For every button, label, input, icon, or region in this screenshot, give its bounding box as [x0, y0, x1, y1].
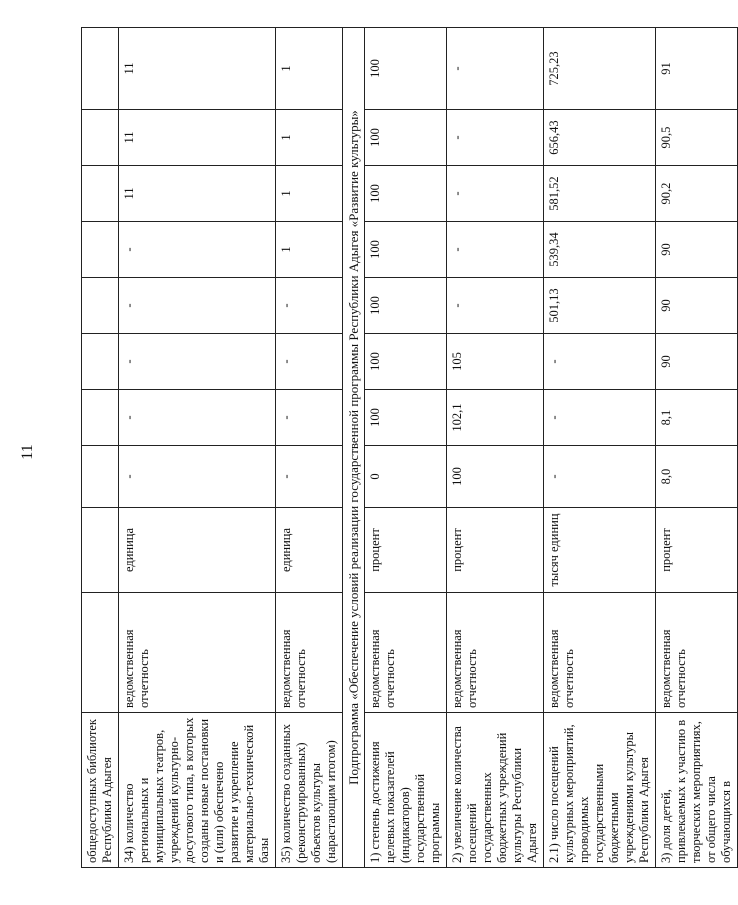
value-cell: 105: [447, 334, 544, 390]
source-cell: ведомственная отчетность: [119, 593, 276, 713]
value-cell: 100: [365, 166, 447, 222]
source-cell: ведомственная отчетность: [276, 593, 343, 713]
value-cell: 100: [365, 28, 447, 110]
value-cell: -: [119, 334, 276, 390]
indicator-cell: 1) степень достижения целевых показателей (индикаторов) государственной программы: [365, 713, 447, 868]
indicator-cell: 35) количество созданных (реконструированных) объектов культуры (нарастающим итогом): [276, 713, 343, 868]
indicator-cell: 34) количество региональных и муниципальных театров, учреждений культурно-досугового типа, в которых созданы новые постановки и (или) обеспечено развитие и укрепление материально-технической базы: [119, 713, 276, 868]
table-row: [656, 28, 738, 868]
value-cell: -: [119, 446, 276, 508]
value-cell: -: [119, 222, 276, 278]
value-cell: -: [544, 334, 656, 390]
value-cell: -: [276, 390, 343, 446]
value-cell: 100: [365, 334, 447, 390]
value-cell: 581,52: [544, 166, 656, 222]
value-cell: 100: [365, 222, 447, 278]
value-cell: 11: [119, 28, 276, 110]
source-cell: [82, 593, 119, 713]
value-cell: 91: [656, 28, 738, 110]
value-cell: 102,1: [447, 390, 544, 446]
source-cell: ведомственная отчетность: [544, 593, 656, 713]
value-cell: 1: [276, 28, 343, 110]
subprogram-title: Подпрограмма «Обеспечение условий реализации государственной программы Республики Адыгея «Развитие культуры»: [343, 28, 365, 868]
value-cell: -: [447, 278, 544, 334]
value-cell: [82, 446, 119, 508]
value-cell: 11: [119, 166, 276, 222]
value-cell: 725,23: [544, 28, 656, 110]
value-cell: [82, 390, 119, 446]
value-cell: -: [544, 446, 656, 508]
page-number: 11: [19, 444, 36, 460]
value-cell: 656,43: [544, 110, 656, 166]
unit-cell: единица: [119, 508, 276, 593]
value-cell: [82, 334, 119, 390]
indicators-table: [81, 27, 738, 868]
unit-cell: процент: [447, 508, 544, 593]
unit-cell: тысяч единиц: [544, 508, 656, 593]
value-cell: -: [544, 390, 656, 446]
value-cell: [82, 222, 119, 278]
source-cell: ведомственная отчетность: [656, 593, 738, 713]
value-cell: -: [276, 334, 343, 390]
value-cell: [82, 166, 119, 222]
unit-cell: единица: [276, 508, 343, 593]
source-cell: ведомственная отчетность: [365, 593, 447, 713]
rotated-table-wrapper: [81, 28, 733, 868]
unit-cell: [82, 508, 119, 593]
value-cell: 8,0: [656, 446, 738, 508]
indicator-cell: общедоступных библиотек Республики Адыгея: [82, 713, 119, 868]
value-cell: 11: [119, 110, 276, 166]
indicator-cell: 3) доля детей, привлекаемых к участию в творческих мероприятиях, от общего числа обучающихся в: [656, 713, 738, 868]
value-cell: [82, 278, 119, 334]
value-cell: 1: [276, 222, 343, 278]
value-cell: 501,13: [544, 278, 656, 334]
value-cell: -: [276, 446, 343, 508]
source-cell: ведомственная отчетность: [447, 593, 544, 713]
value-cell: 90: [656, 278, 738, 334]
value-cell: 90: [656, 334, 738, 390]
value-cell: 100: [365, 278, 447, 334]
value-cell: 90,5: [656, 110, 738, 166]
value-cell: 1: [276, 166, 343, 222]
value-cell: -: [276, 278, 343, 334]
value-cell: -: [447, 166, 544, 222]
unit-cell: процент: [656, 508, 738, 593]
value-cell: -: [119, 278, 276, 334]
value-cell: 100: [365, 390, 447, 446]
value-cell: [82, 110, 119, 166]
value-cell: 90,2: [656, 166, 738, 222]
value-cell: 8,1: [656, 390, 738, 446]
table-row: [365, 28, 447, 868]
value-cell: -: [119, 390, 276, 446]
table-row: [544, 28, 656, 868]
indicator-cell: 2.1) число посещений культурных мероприятий, проводимых государственными бюджетными учреждениями культуры Республики Адыгея: [544, 713, 656, 868]
table-row: [82, 28, 119, 868]
value-cell: 539,34: [544, 222, 656, 278]
table-body: [82, 28, 738, 868]
indicator-cell: 2) увеличение количества посещений государственных бюджетных учреждений культуры Республики Адыгея: [447, 713, 544, 868]
value-cell: -: [447, 28, 544, 110]
table-row: [447, 28, 544, 868]
value-cell: 100: [447, 446, 544, 508]
unit-cell: процент: [365, 508, 447, 593]
value-cell: 90: [656, 222, 738, 278]
value-cell: -: [447, 222, 544, 278]
table-row: [276, 28, 343, 868]
value-cell: -: [447, 110, 544, 166]
subprogram-row: [343, 28, 365, 868]
value-cell: 0: [365, 446, 447, 508]
value-cell: 1: [276, 110, 343, 166]
value-cell: [82, 28, 119, 110]
value-cell: 100: [365, 110, 447, 166]
table-row: [119, 28, 276, 868]
